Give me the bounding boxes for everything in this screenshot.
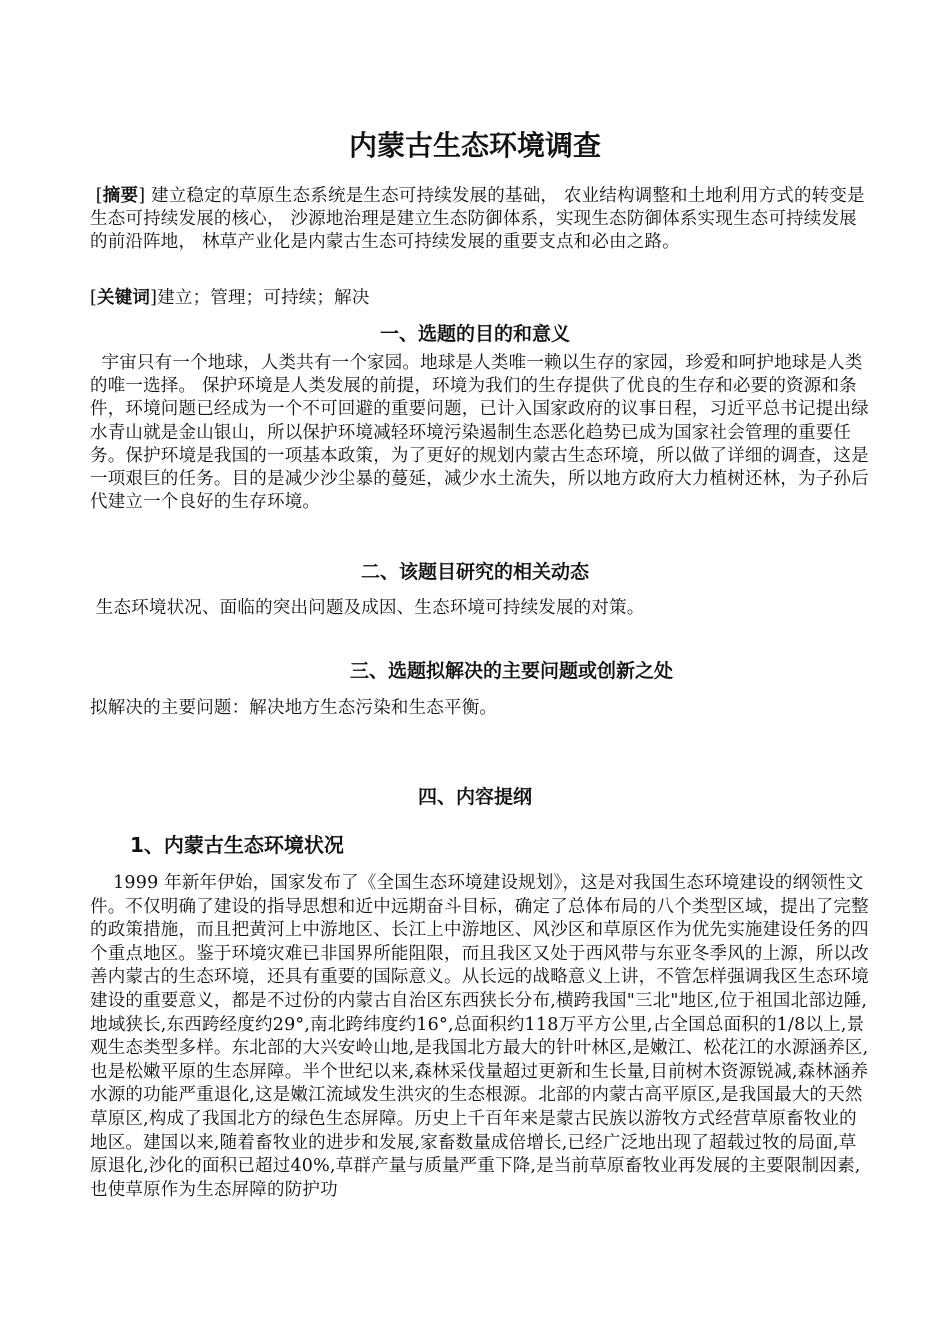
- section4-heading: 四、内容提纲: [417, 786, 532, 808]
- section1-text: 宇宙只有一个地球，人类共有一个家园。地球是人类唯一赖以生存的家园，珍爱和呵护地球是人类的唯一选择。 保护环境是人类发展的前提，环境为我们的生存提供了优良的生存和必要的资源和条件，环境问题已经成为一个不可回避的重要问题，已计入国家政府的议事日程，习近平总书记提出绿水青山就是金山银山，所以保护环境减轻环境污染遏制生态恶化趋势已成为国家社会管理的重要任务。保护环境是我国的一项基本政策，为了更好的规划内蒙古生态环境，所以做了详细的调查，这是一项艰巨的任务。目的是减少沙尘暴的蔓延，减少水土流失，所以地方政府大力植树还林，为子孙后代建立一个良好的生存环境。: [90, 353, 869, 513]
- page-title: 内蒙古生态环境调查: [348, 129, 601, 162]
- section2-heading: 二、该题目研究的相关动态: [360, 561, 589, 583]
- section2-paragraph: [90, 597, 870, 620]
- keywords-text: 建立；管理；可持续；解决: [157, 288, 370, 308]
- section3-text: 拟解决的主要问题：解决地方生态污染和生态平衡。: [90, 698, 498, 718]
- subsection1-text: 1999 年新年伊始，国家发布了《全国生态环境建设规划》，这是对我国生态环境建设的纲领性文件。不仅明确了建设的指导思想和近中远期奋斗目标，确定了总体布局的八个类型区域，提出了完整的政策措施，而且把黄河上中游地区、长江上中游地区、风沙区和草原区作为优先实施建设任务的四个重点地区。鉴于环境灾难已非国界所能阻限，而且我区又处于西风带与东亚冬季风的上源，所以改善内蒙古的生态环境，还具有重要的国际意义。从长远的战略意义上讲，不管怎样强调我区生态环境建设的重要意义，都是不过份的内蒙古自治区东西狭长分布,横跨我国"三北"地区,位于祖国北部边陲,地域狭长,东西跨经度约29°,南北跨纬度约16°,总面积约118万平方公里,占全国总面积的1/8以上,景观生态类型多样。东北部的大兴安岭山地,是我国北方最大的针叶林区,是嫩江、松花江的水源涵养区,也是松嫩平原的生态屏障。半个世纪以来,森林采伐量超过更新和生长量,目前树木资源锐减,森林涵养水源的功能严重退化,这是嫩江流域发生洪灾的生态根源。北部的内蒙古高平原区,是我国最大的天然草原区,构成了我国北方的绿色生态屏障。历史上千百年来是蒙古民族以游牧方式经营草原畜牧业的地区。建国以来,随着畜牧业的进步和发展,家畜数量成倍增长,已经广泛地出现了超载过牧的局面,草原退化,沙化的面积已超过40%,草群产量与质量严重下降,是当前草原畜牧业再发展的主要限制因素,也使草原作为生态屏障的防护功: [90, 873, 869, 1200]
- section2-text: 生态环境状况、面临的突出问题及成因、生态环境可持续发展的对策。: [95, 598, 645, 618]
- section1-paragraph: [90, 352, 870, 514]
- subsection1-heading: 1、内蒙古生态环境状况: [130, 833, 344, 857]
- subsection1-paragraph: [90, 872, 870, 1202]
- abstract-paragraph: [摘要] 建立稳定的草原生态系统是生态可持续发展的基础， 农业结构调整和土地利用方式的转变是生态可持续发展的核心， 沙源地治理是建立生态防御体系，实现生态防御体系实现生态可持续发展的前沿阵地， 林草产业化是内蒙古生态可持续发展的重要支点和必由之路。: [90, 186, 865, 253]
- section3-heading: 三、选题拟解决的主要问题或创新之处: [350, 660, 674, 682]
- abstract-label: 摘要: [102, 186, 139, 206]
- abstract-text: 建立稳定的草原生态系统是生态可持续发展的基础， 农业结构调整和土地利用方式的转变是生态可持续发展的核心， 沙源地治理是建立生态防御体系，实现生态防御体系实现生态可持续发展的前沿阵地， 林草产业化是内蒙古生态可持续发展的重要支点和必由之路。: [90, 186, 865, 253]
- section1-heading: 一、选题的目的和意义: [379, 323, 570, 345]
- keywords-label: 关键词: [97, 288, 151, 308]
- keywords-paragraph: [关键词]建立；管理；可持续；解决: [90, 288, 370, 308]
